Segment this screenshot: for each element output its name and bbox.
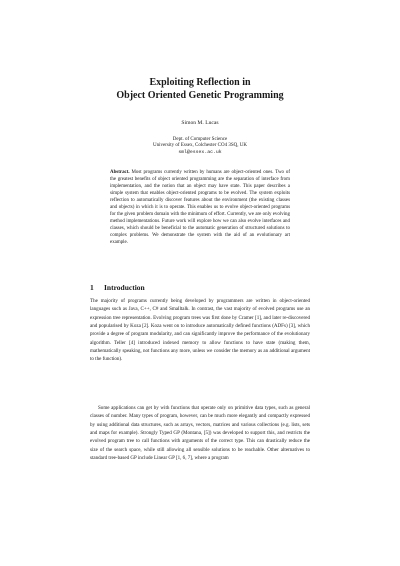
abstract-text: Most programs currently written by humans are object-oriented ones. Two of the greatest benefits of object oriented programming are the separation of interface from implementation, and the notion that an object may have state. This paper describes a simple system that enables object-oriented programs to be evolved. The system exploits reflection to automatically discover features about the environment (the existing classes and objects) in which it is to operate. This enables us to evolve object-oriented programs for the given problem domain with the minimum of effort. Currently, we are only evolving method implementations. Future work will explore how we can also evolve interfaces and classes, which should be beneficial to the automatic generation of structured solutions to complex problems. We demonstrate the system with the aid of an evolutionary art example. bbox=[110, 170, 290, 245]
author-name: Simon M. Lucas bbox=[181, 120, 219, 126]
paper-title-line-1: Exploiting Reflection in bbox=[149, 77, 251, 88]
section-heading bbox=[90, 283, 145, 292]
affiliation-department: Dept. of Computer Science bbox=[172, 137, 228, 142]
affiliation-university: University of Essex, Colchester CO4 3SQ, UK bbox=[153, 143, 247, 148]
paper-title-line-2: Object Oriented Genetic Programming bbox=[116, 90, 284, 101]
section-title: Introduction bbox=[104, 283, 145, 292]
abstract-label: Abstract. bbox=[110, 170, 130, 175]
abstract bbox=[110, 170, 290, 246]
author-email: sml@essex.ac.uk bbox=[178, 150, 222, 155]
body-paragraph-1: The majority of programs currently being developed by programmers are written in object-oriented languages such as Java, C++, C# and Smalltalk. In contrast, the vast majority of evolved programs use an expression tree representation. Evolving program trees was first done by Cramer [1], and later re-discovered and popularised by Koza [2]. Koza went on to introduce automatically defined functions (ADFs) [3], which provide a degree of program modularity, and can significantly improve the performance of the evolutionary algorithm. Teller [4] introduced indexed memory to allow functions to have state (making them, mathematically speaking, not functions any more, unless we consider the memory as an additional argument to the function). bbox=[90, 298, 310, 363]
section-number: 1 bbox=[90, 283, 94, 292]
body-paragraph-2: Some applications can get by with functions that operate only on primitive data types, such as general classes of number. Many types of program, however, can be much more elegantly and compactly expressed by using additional data structures, such as arrays, vectors, matrices and various collections (e.g. lists, sets and maps for example). Strongly Typed GP (Montana, [5]) was developed to support this, and restricts the evolved program tree to call functions with arguments of the correct type. This can drastically reduce the size of the search space, while still allowing all sensible solutions to be reachable. Other alternatives to standard tree-based GP include Linear GP [1, 6, 7], where a program bbox=[90, 405, 310, 462]
